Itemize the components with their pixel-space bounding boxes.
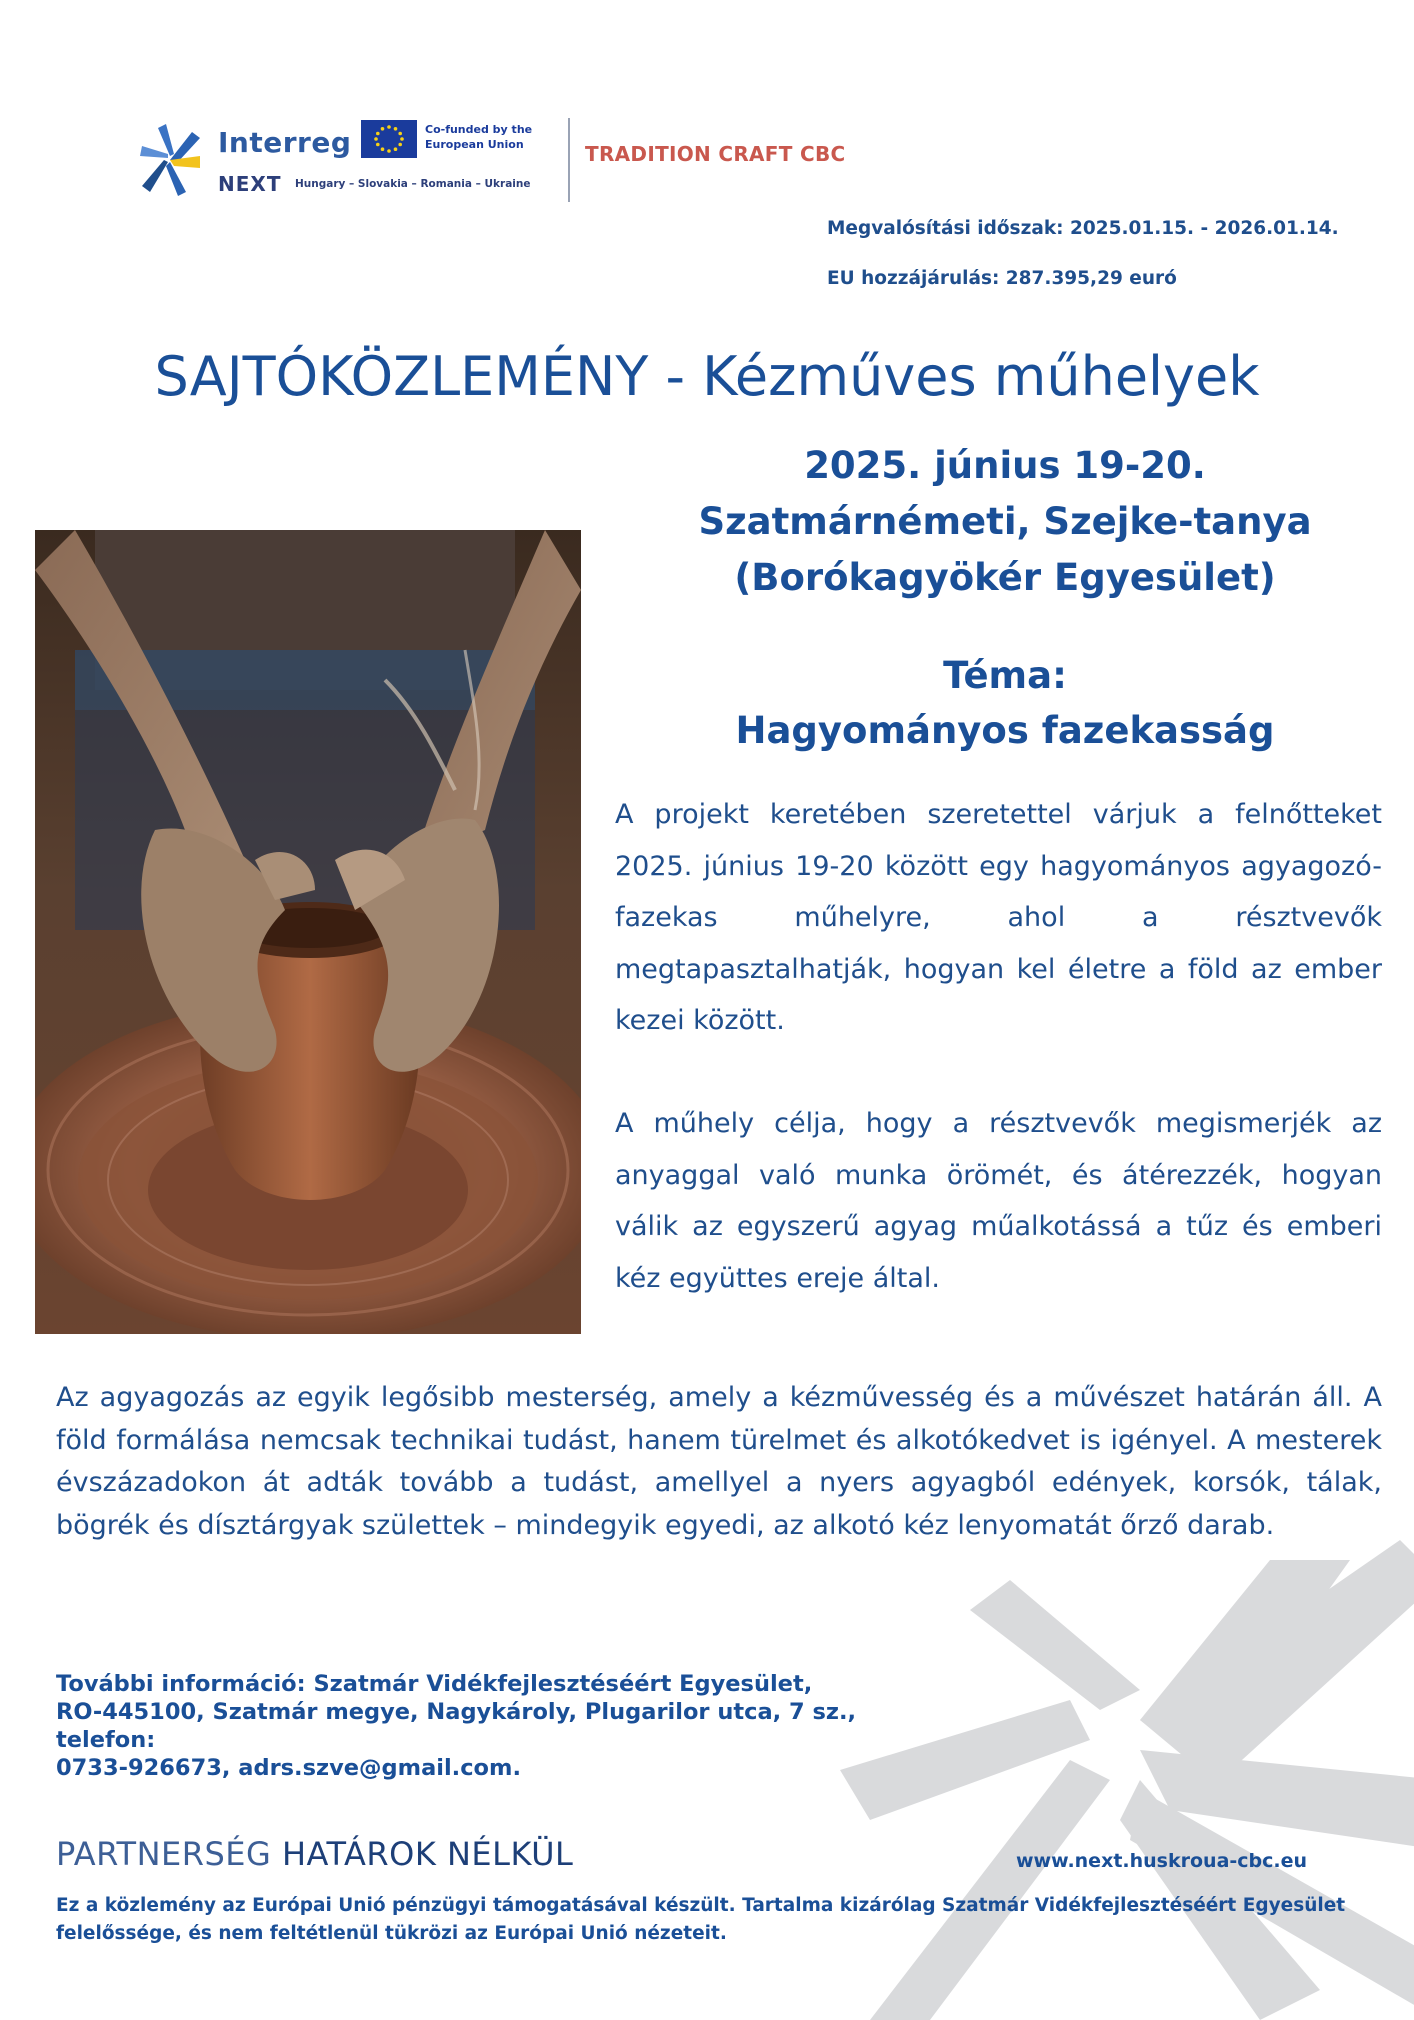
implementation-period: Megvalósítási időszak: 2025.01.15. - 2026.01.14. (827, 218, 1339, 239)
event-organizer: (Borókagyökér Egyesület) (734, 556, 1276, 599)
eu-disclaimer: Ez a közlemény az Európai Unió pénzügyi támogatásával készült. Tartalma kizárólag Szatmár Vidékfejlesztéséért Egyesület felelőssége, és nem feltétlenül tükrözi az Európai Unió nézeteit. (56, 1895, 1346, 1944)
contact-line-phone-label: telefon: (56, 1727, 156, 1753)
interreg-logo-icon (140, 122, 202, 200)
topic-label: Téma: (943, 654, 1067, 697)
event-place: Szatmárnémeti, Szejke-tanya (698, 500, 1312, 543)
body-paragraph-3: Az agyagozás az egyik legősibb mesterség, amely a kézművesség és a művészet határán áll. A föld formálása nemcsak technikai tudást, hanem türelmet és alkotókedvet is igényel. A mesterek évszázadokon át adták tovább a tudást, amellyel a nyers agyagból edények, korsók, tálak, bögrék és dísztárgyak születtek – mindegyik egyedi, az alkotó kéz lenyomatát őrző darab. (56, 1382, 1382, 1541)
event-date: 2025. június 19-20. (804, 444, 1206, 487)
contact-info (56, 1670, 976, 1782)
contact-line-address: RO-445100, Szatmár megye, Nagykároly, Plugarilor utca, 7 sz., (56, 1699, 857, 1725)
countries-text: Hungary – Slovakia – Romania – Ukraine (295, 178, 531, 190)
topic-value: Hagyományos fazekasság (735, 709, 1275, 752)
pottery-photo (35, 530, 581, 1334)
footer-slogan (56, 1835, 573, 1873)
header-logo (140, 112, 860, 202)
next-wordmark: NEXT (218, 172, 282, 196)
page-title: SAJTÓKÖZLEMÉNY - Kézműves műhelyek (154, 345, 1260, 408)
slogan-part-2: HATÁROK NÉLKÜL (281, 1835, 574, 1873)
eu-flag-icon (361, 120, 417, 158)
contact-line-organization: További információ: Szatmár Vidékfejlesztéséért Egyesület, (56, 1671, 813, 1697)
eu-contribution: EU hozzájárulás: 287.395,29 euró (827, 268, 1177, 289)
body-paragraph-1: A projekt keretében szeretettel várjuk a felnőtteket 2025. június 19-20 között egy hagyományos agyagozó-fazekas műhelyre, ahol a résztvevők megtapasztalhatják, hogyan kel életre a föld az ember kezei között. (615, 799, 1382, 1036)
footer-url-link[interactable]: www.next.huskroua-cbc.eu (1016, 1850, 1308, 1872)
slogan-part-1: PARTNERSÉG (56, 1835, 272, 1873)
project-name: TRADITION CRAFT CBC (585, 142, 846, 166)
cofunded-text: Co-funded by the European Union (425, 123, 533, 151)
body-paragraph-2: A műhely célja, hogy a résztvevők megismerjék az anyaggal való munka örömét, és átérezzék, hogyan válik az egyszerű agyag műalkotássá a tűz és emberi kéz együttes ereje által. (615, 1108, 1382, 1294)
logo-divider (568, 118, 570, 202)
interreg-wordmark: Interreg (218, 126, 352, 159)
contact-line-phone-email[interactable]: 0733-926673, adrs.szve@gmail.com. (56, 1755, 522, 1781)
